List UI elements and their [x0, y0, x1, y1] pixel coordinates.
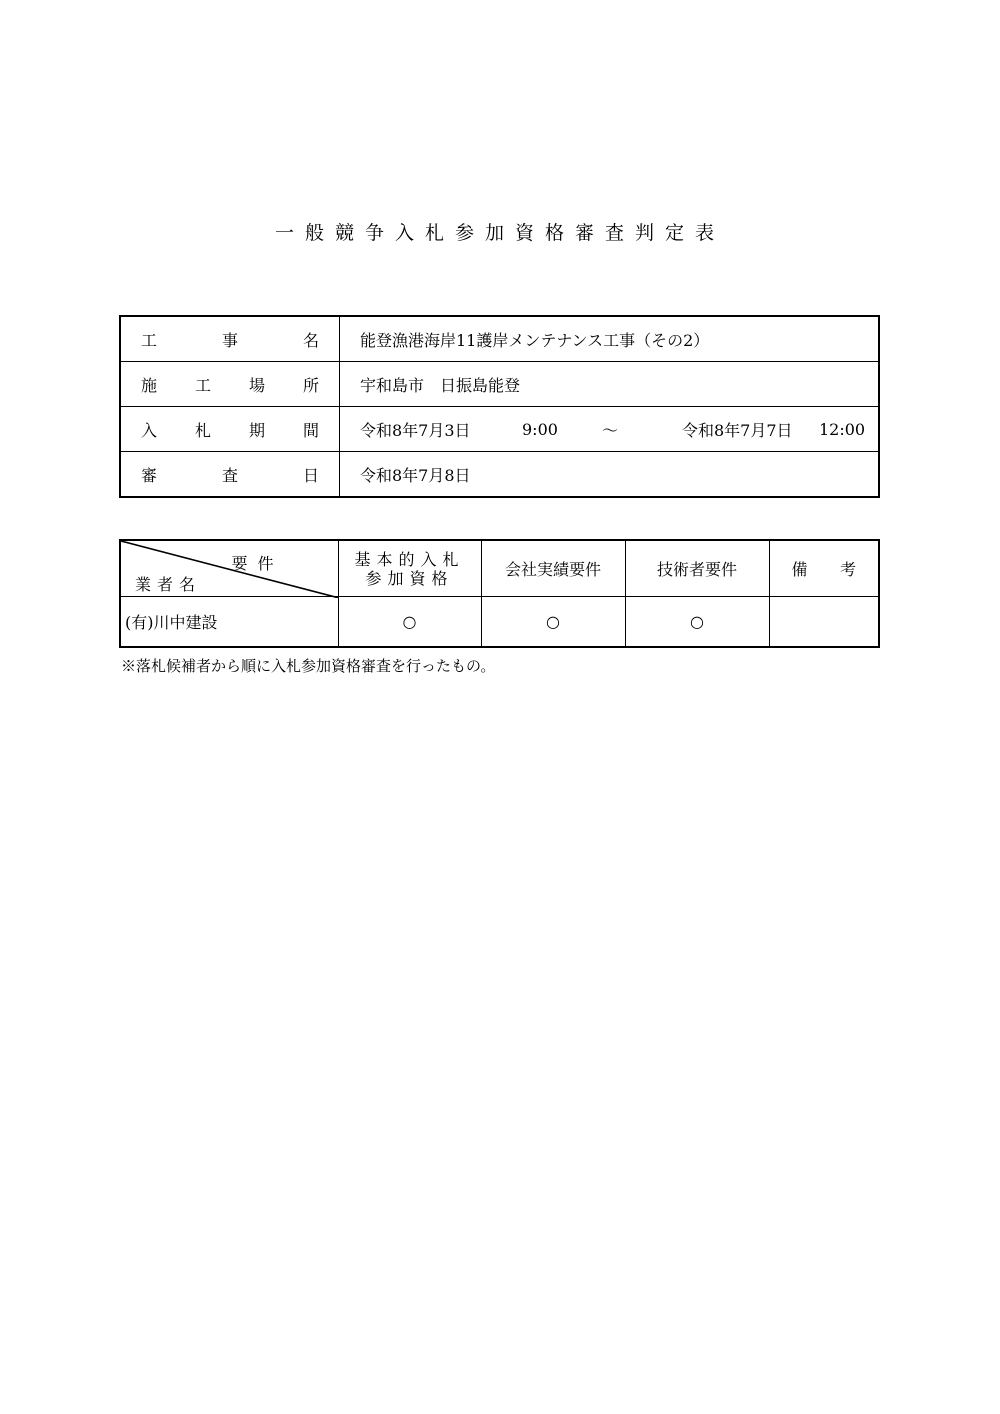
site-label: 施 工 場 所 [120, 362, 340, 407]
site-row [120, 362, 879, 407]
footnote: ※落札候補者から順に入札参加資格審査を行ったもの。 [121, 657, 496, 675]
company-record-mark: ○ [481, 597, 625, 648]
table-row [120, 597, 879, 648]
construction-name-label: 工 事 名 [120, 316, 340, 362]
site-value: 宇和島市 日振島能登 [340, 362, 880, 407]
company-record-header: 会社実績要件 [481, 540, 625, 597]
engineer-mark: ○ [625, 597, 769, 648]
requirement-header: 要件 [231, 554, 284, 573]
document-title: 一般競争入札参加資格審査判定表 [274, 222, 725, 244]
review-date-value: 令和8年7月8日 [340, 452, 880, 498]
bid-period-end-date: 令和8年7月7日 [682, 420, 793, 440]
remarks-header: 備 考 [769, 540, 879, 597]
basic-qualification-header: 基本的入札 参加資格 [338, 540, 481, 597]
bid-period-end-time: 12:00 [819, 419, 866, 439]
bid-period-row [120, 407, 879, 452]
bid-period-start-time: 9:00 [522, 419, 558, 439]
bid-period-label: 入 札 期 間 [120, 407, 340, 452]
qualification-judgement-table [119, 539, 880, 648]
basic-qualification-mark: ○ [338, 597, 481, 648]
construction-name-row [120, 316, 879, 362]
corner-header-cell [120, 540, 338, 597]
company-name-cell: (有)川中建設 [120, 597, 338, 648]
review-date-label: 審 査 日 [120, 452, 340, 498]
bid-period-value [340, 407, 880, 452]
company-name-header: 業者名 [135, 575, 202, 594]
remarks-cell [769, 597, 879, 648]
engineer-header: 技術者要件 [625, 540, 769, 597]
judgement-header-row [120, 540, 879, 597]
construction-name-value: 能登漁港海岸11護岸メンテナンス工事（その2） [340, 316, 880, 362]
construction-info-table [119, 315, 880, 498]
bid-period-start-date: 令和8年7月3日 [360, 420, 471, 440]
review-date-row [120, 452, 879, 498]
bid-period-separator: ～ [602, 420, 619, 440]
